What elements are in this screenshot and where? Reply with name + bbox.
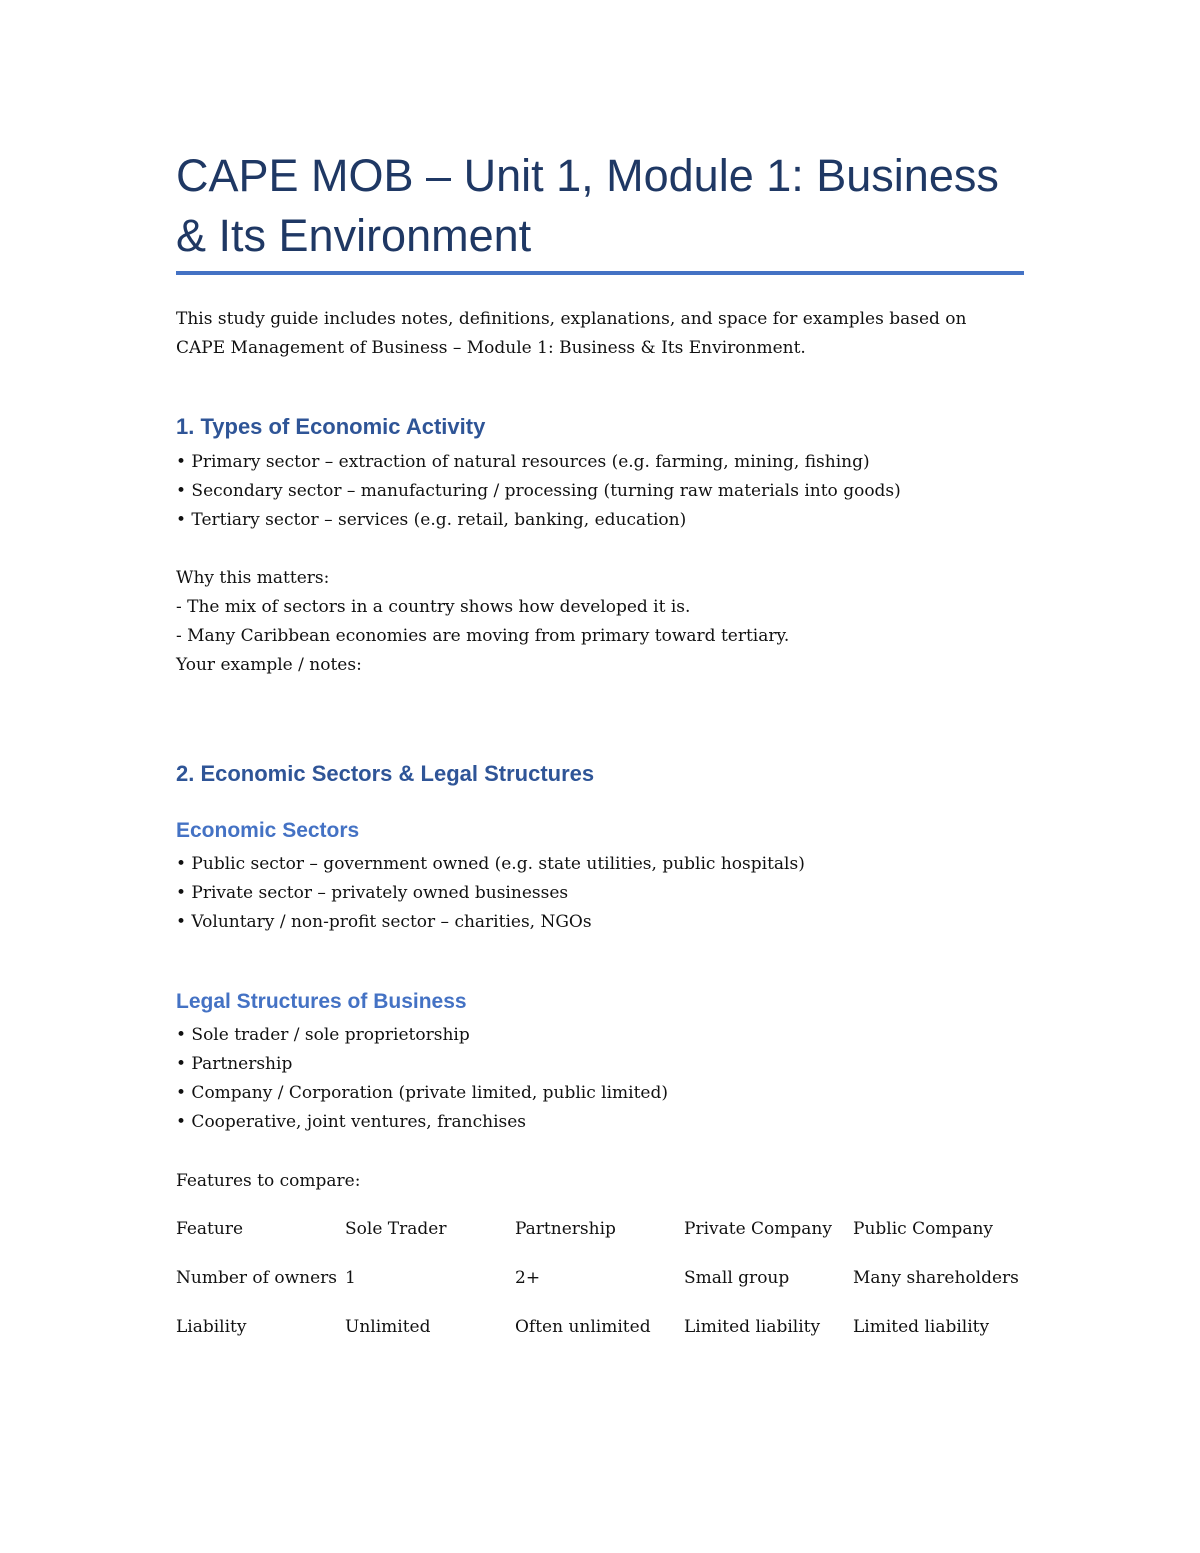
table-cell: Often unlimited <box>515 1317 651 1337</box>
table-cell: Limited liability <box>684 1317 821 1337</box>
list-item: • Voluntary / non-profit sector – charities, NGOs <box>176 912 592 932</box>
features-to-compare-label: Features to compare: <box>176 1171 361 1191</box>
title-underline <box>176 271 1024 275</box>
why-point: - Many Caribbean economies are moving from primary toward tertiary. <box>176 626 790 646</box>
section-1-bullets <box>176 448 1036 535</box>
why-point: - The mix of sectors in a country shows how developed it is. <box>176 597 691 617</box>
list-item: • Sole trader / sole proprietorship <box>176 1025 470 1045</box>
table-header-cell: Partnership <box>515 1219 616 1239</box>
document-title: CAPE MOB – Unit 1, Module 1: Business & Its Environment <box>176 150 999 261</box>
features-table <box>176 1215 1024 1362</box>
list-item: • Cooperative, joint ventures, franchises <box>176 1112 527 1132</box>
legal-structures-bullets <box>176 1021 1036 1137</box>
list-item: • Secondary sector – manufacturing / processing (turning raw materials into goods) <box>176 481 901 501</box>
table-cell: 1 <box>345 1268 356 1288</box>
section-1-heading: 1. Types of Economic Activity <box>176 414 486 439</box>
economic-sectors-heading: Economic Sectors <box>176 819 360 842</box>
table-cell: Liability <box>176 1317 247 1337</box>
table-cell: Many shareholders <box>853 1268 1019 1288</box>
economic-sectors-bullets <box>176 850 1036 937</box>
list-item: • Public sector – government owned (e.g. state utilities, public hospitals) <box>176 854 805 874</box>
table-row <box>176 1264 1024 1313</box>
section-2-heading: 2. Economic Sectors & Legal Structures <box>176 761 595 786</box>
intro-line: CAPE Management of Business – Module 1: Business & Its Environment. <box>176 338 806 358</box>
legal-structures-heading: Legal Structures of Business <box>176 990 467 1013</box>
table-row <box>176 1313 1024 1362</box>
why-this-matters <box>176 564 1036 680</box>
list-item: • Private sector – privately owned businesses <box>176 883 569 903</box>
why-label: Why this matters: <box>176 568 330 588</box>
list-item: • Primary sector – extraction of natural resources (e.g. farming, mining, fishing) <box>176 452 870 472</box>
table-header-cell: Sole Trader <box>345 1219 447 1239</box>
intro-line: This study guide includes notes, definitions, explanations, and space for examples based on <box>176 309 967 329</box>
table-cell: 2+ <box>515 1268 541 1288</box>
table-header-cell: Public Company <box>853 1219 994 1239</box>
table-header-cell: Private Company <box>684 1219 832 1239</box>
table-cell: Small group <box>684 1268 790 1288</box>
list-item: • Tertiary sector – services (e.g. retail, banking, education) <box>176 510 687 530</box>
table-cell: Limited liability <box>853 1317 990 1337</box>
intro-paragraph <box>176 305 1036 363</box>
table-cell: Number of owners <box>176 1268 337 1288</box>
table-cell: Unlimited <box>345 1317 431 1337</box>
list-item: • Partnership <box>176 1054 293 1074</box>
table-header-cell: Feature <box>176 1219 244 1239</box>
table-header-row <box>176 1215 1024 1264</box>
list-item: • Company / Corporation (private limited, public limited) <box>176 1083 668 1103</box>
notes-label: Your example / notes: <box>176 655 362 675</box>
